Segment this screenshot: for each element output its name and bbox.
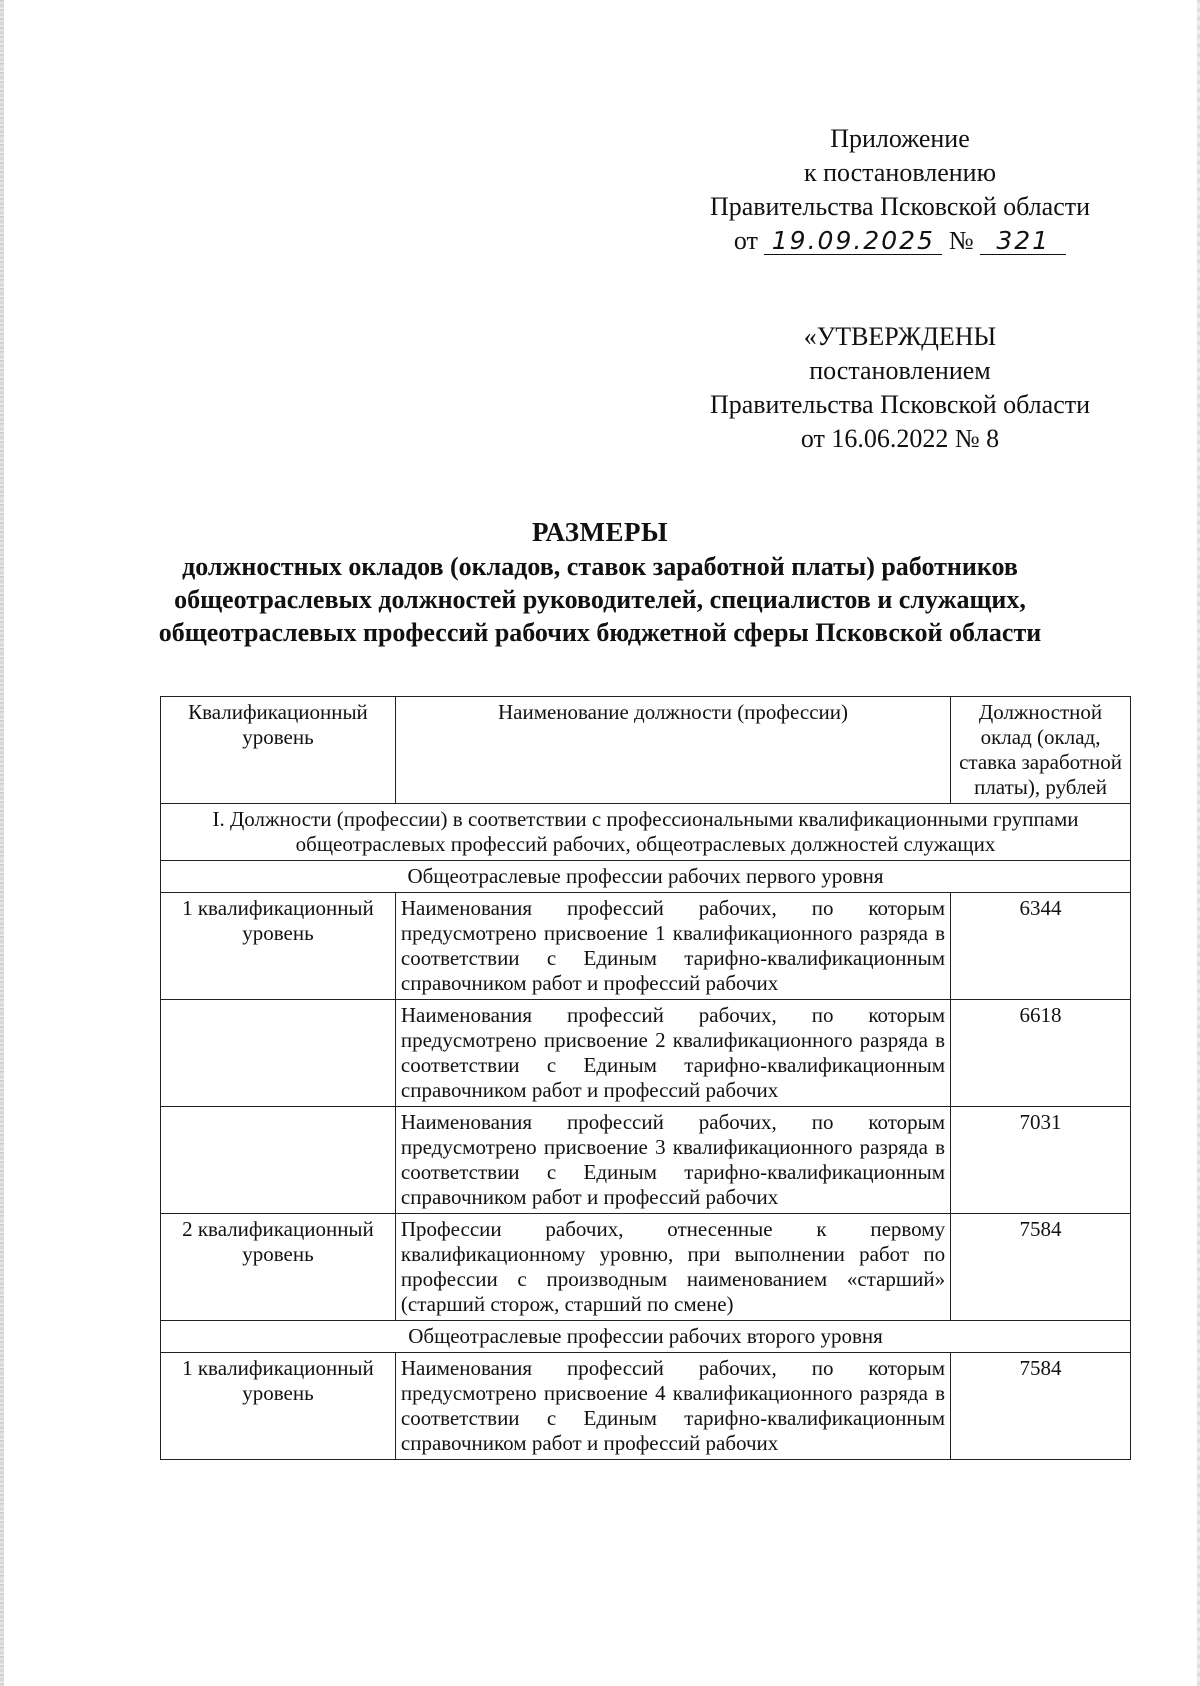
title-main: РАЗМЕРЫ (531, 517, 669, 547)
annex-handwritten-number: 321 (980, 228, 1066, 255)
group-title-second-level: Общеотраслевые профессии рабочих второго уровня (161, 1321, 1131, 1353)
table-header-row (161, 697, 1131, 804)
table-row (161, 1107, 1131, 1214)
annex-date-line (660, 224, 1140, 258)
annex-line-3: Правительства Псковской области (709, 192, 1091, 221)
salary-table (160, 696, 1131, 1460)
table-row (161, 1214, 1131, 1321)
header-salary: Должностной оклад (оклад, ставка заработной платы), рублей (951, 697, 1131, 804)
section-row (161, 804, 1131, 861)
row-salary: 6618 (951, 1000, 1131, 1107)
row-level: 1 квалификационный уровень (161, 1353, 396, 1460)
section-title: I. Должности (профессии) в соответствии с профессиональными квалификационными группами общеотраслевых профессий рабочих, общеотраслевых должностей служащих (161, 804, 1131, 861)
row-salary: 7584 (951, 1214, 1131, 1321)
row-salary: 7031 (951, 1107, 1131, 1214)
title-subtitle: должностных окладов (окладов, ставок заработной платы) работников общеотраслевых должностей руководителей, специалистов и служащих, общеотраслевых профессий рабочих бюджетной сферы Псковской области (158, 552, 1042, 647)
approved-line-1: «УТВЕРЖДЕНЫ (803, 322, 997, 351)
row-level: 1 квалификационный уровень (161, 893, 396, 1000)
document-title (150, 516, 1050, 649)
row-level: 2 квалификационный уровень (161, 1214, 396, 1321)
table-row (161, 1000, 1131, 1107)
header-name: Наименование должности (профессии) (395, 697, 950, 804)
row-name: Профессии рабочих, отнесенные к первому квалификационному уровню, при выполнении работ по профессии с производным наименованием «старший» (старший сторож, старший по смене) (395, 1214, 950, 1321)
approved-line-4: от 16.06.2022 № 8 (800, 424, 1000, 453)
annex-number-sign: № (948, 226, 974, 255)
row-name: Наименования профессий рабочих, по которым предусмотрено присвоение 1 квалификационного разряда в соответствии с Единым тарифно-квалификационным справочником работ и профессий рабочих (395, 893, 950, 1000)
approved-line-3: Правительства Псковской области (709, 390, 1091, 419)
header-level: Квалификационный уровень (161, 697, 396, 804)
annex-header (660, 122, 1140, 258)
row-level (161, 1107, 396, 1214)
row-name: Наименования профессий рабочих, по которым предусмотрено присвоение 2 квалификационного разряда в соответствии с Единым тарифно-квалификационным справочником работ и профессий рабочих (395, 1000, 950, 1107)
annex-date-prefix: от (733, 226, 758, 255)
annex-line-2: к постановлению (803, 158, 997, 187)
scan-edge-left (0, 0, 4, 1686)
group-row (161, 861, 1131, 893)
annex-line-1: Приложение (830, 124, 970, 153)
group-title-first-level: Общеотраслевые профессии рабочих первого уровня (161, 861, 1131, 893)
row-salary: 7584 (951, 1353, 1131, 1460)
row-name: Наименования профессий рабочих, по которым предусмотрено присвоение 3 квалификационного разряда в соответствии с Единым тарифно-квалификационным справочником работ и профессий рабочих (395, 1107, 950, 1214)
approved-header (660, 320, 1140, 456)
table-row (161, 1353, 1131, 1460)
annex-handwritten-date: 19.09.2025 (764, 228, 942, 255)
group-row (161, 1321, 1131, 1353)
row-salary: 6344 (951, 893, 1131, 1000)
row-level (161, 1000, 396, 1107)
row-name: Наименования профессий рабочих, по которым предусмотрено присвоение 4 квалификационного разряда в соответствии с Единым тарифно-квалификационным справочником работ и профессий рабочих (395, 1353, 950, 1460)
table-row (161, 893, 1131, 1000)
approved-line-2: постановлением (809, 356, 991, 385)
